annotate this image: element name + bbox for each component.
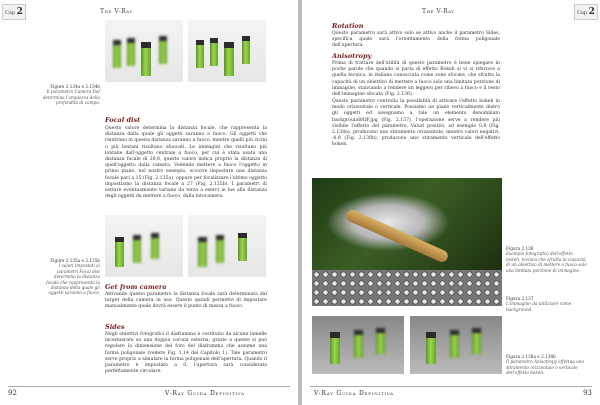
caption-text: Il parametro Camera Dof determina l'ampiezza della profondità di campo. [42,89,100,106]
section-body-anisotropy-2: Questo parametro controlla la possibilità di attivare l'effetto bokeh in modo orizzontale o verticale. Possiamo un piano verticalmente dietro gli oggetti ed assegnamo a tale un elemento denominato background0OF.jpg (Fig. 2.137), l'operazione serve a rendere più visibile l'effetto del parametro. Valori positivi, ad esempio 0,8 (Fig. 2.138a), producono uno stiramento orizzontale, mentre valori negativi, -0,8 (Fig. 2.138b), producono uno stiramento verticale dell'effetto bokeh. [332,99,500,148]
footer-title-left: V-Ray Guida Definitiva [165,390,245,397]
section-title-focal-dist: Focal dist [105,116,141,124]
caption-title: Figure 2.134a e 2.134b [50,84,100,89]
page-number-right: 93 [583,389,592,397]
chapter-tab-number: 2 [588,7,595,17]
caption-title: Figura 2.137 [506,296,534,301]
caption-title: Figura 2.138a e 2.138b [506,354,556,359]
chapter-tab-left [2,4,26,20]
chapter-tab-label: Cap [577,10,588,16]
section-body-sides: Negli obiettivi fotografici il diaframma è costituito da alcune lamelle incernierate su una doppia corona esterna; grazie a queste si può regolare la dimensione del foro del diaframma che assume una forma poligonale (vedere Fig. 1.14 del Capitolo 1). Tale parametro serve proprio a simulare la forma poligonale dell'apertura. Quando il parametro è impostato a 0, l'apertura sarà considerata perfettamente circolare. [105,332,267,375]
caption-text: I valori impostati ai parametri Focal dist determina la distanza focale che rappresenta la distanza della quale gli oggetti saranno a fuoco. [46,263,100,296]
caption-figure-2-137 [506,296,588,312]
footer-title-right: V-Ray Guida Definitiva [314,390,394,397]
section-title-sides: Sides [105,323,125,331]
caption-figure-2-134 [40,84,100,106]
caption-figure-2-136 [506,246,588,273]
footer-rule-left [8,386,290,387]
page-number-left: 92 [8,389,17,397]
running-header-right: The V-Ray [422,8,455,15]
chapter-tab-label: Cap [5,10,16,16]
right-page [302,0,600,405]
caption-text: Il parametro Anisotropy effettua uno stiramento orizzontale o verticale dell'effetto bokeh. [506,359,585,376]
figure-2-136-image [312,178,502,276]
section-title-get-from-camera: Get from camera [105,283,167,291]
chapter-tab-number: 2 [16,7,23,17]
figure-2-135a-image [105,215,183,277]
figure-2-134b-image [188,20,266,82]
caption-title: Figure 2.135a e 2.135b [50,258,100,263]
chapter-tab-right [574,4,598,20]
caption-figure-2-135 [40,258,100,296]
figure-2-134a-image [105,20,183,82]
figure-2-137-image [312,270,502,306]
footer-rule-right [310,386,592,387]
left-page [0,0,298,405]
caption-figure-2-138 [506,354,588,376]
caption-title: Figura 2.136 [506,246,534,251]
figure-2-135b-image [188,215,266,277]
caption-text: L'immagine da utilizzare come background. [506,301,572,312]
section-title-rotation: Rotation [332,22,364,30]
section-body-focal-dist: Questo valore determina la distanza focale, che rappresenta la distanza dalla quale gli oggetti saranno a fuoco. Gli oggetti che rientrano in questa distanza saranno a fuoco, mentre quelli più vicini o più lontani risultano sfuocati. Le immagini che risultano più lontane dall'oggetto centrale a fuoco, per cui è stata usata una distanza focale di 20,8, questo valore indica proprio la distanza di quell'oggetto dalla camera. Vedendo mettere a fuoco l'oggetto in primo piano, nel nostro esempio, occorre impostare una distanza focale pari a 15 (Fig. 2.135a), oppure per focalizzare l'ultimo oggetto impostiamo la distanza focale a 27 (Fig. 2.135b). I parametri di settare eventuamente variano da terza a eserci ie lue alla distanza degli oggetti da mettere a fuoco, dalla fotocamera. [105,126,267,200]
caption-text: Esempio fotografico dell'effetto bokeh, tecnica che sfrutta la capacità di un obiettivo di mettere a fuoco solo una limitata porzione di immagine. [506,251,587,273]
running-header-left: The V-Ray [100,8,133,15]
section-title-anisotropy: Anisotropy [332,52,372,60]
figure-2-138b-image [410,316,502,374]
section-body-get-from-camera: Attivando questo parametro la distanza focale sarà determinata dal target della camera in uso. Questo quindi permette di impostare manualmente quale dovrà essere il punto di messa a fuoco. [105,292,267,310]
section-body-anisotropy-1: Prima di trattare dell'utilità di questo parametro è bene spiegare in poche parole che quando si parla di effetto Bokeh si vi si riferisce a quella tecnica, in italiano conosciuta come zone sfocate, che sfrutta la capacità di un obiettivo di mettere a fuoco solo una limitata porzione di immagine, stancando a rendere un leggero per rilievo a fuoco e il resto dell'immagine sfocata (Fig. 2.136). [332,61,500,98]
section-body-rotation: Questo parametro sarà attivo solo se attivo anche il parametro Sides, specifica quale sarà l'orientamento della forma poligonale dell'apertura. [332,31,500,49]
figure-2-138a-image [312,316,404,374]
